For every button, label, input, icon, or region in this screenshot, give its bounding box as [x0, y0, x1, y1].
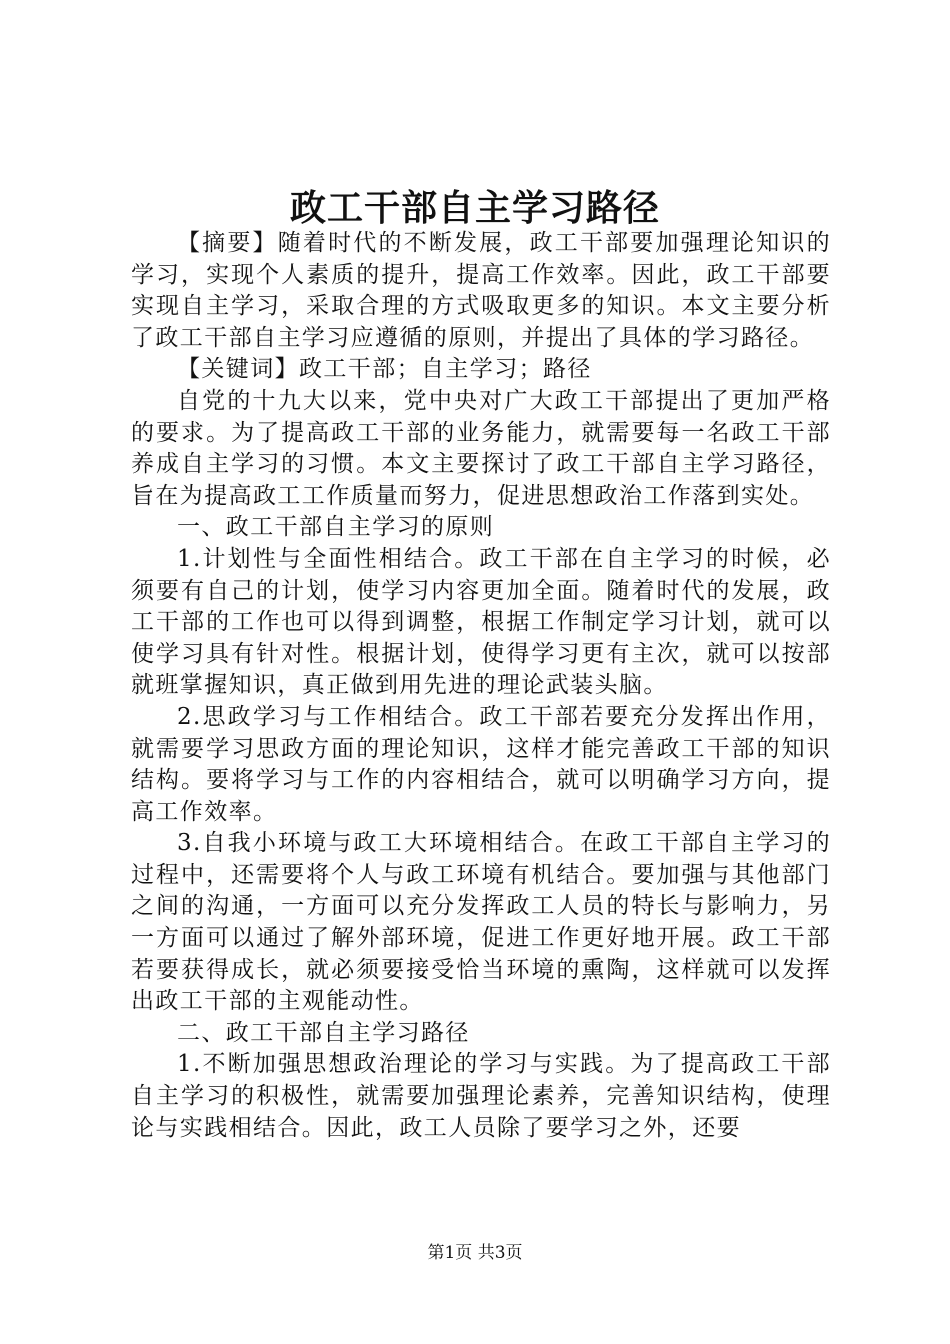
keywords-paragraph: 【关键词】政工干部；自主学习；路径	[177, 356, 592, 383]
section-heading-principles: 一、政工干部自主学习的原则	[177, 514, 495, 541]
principle-paragraph-1: 1.计划性与全面性相结合。政工干部在自主学习的时候，必须要有自己的计划，使学习内容更加全面。随着时代的发展，政工干部的工作也可以得到调整，根据工作制定学习计划，就可以使学习具有针对性。根据计划，使得学习更有主次，就可以按部就班掌握知识，真正做到用先进的理论武装头脑。	[131, 545, 831, 699]
document-body	[131, 228, 831, 1144]
principle-paragraph-2: 2.思政学习与工作相结合。政工干部若要充分发挥出作用，就需要学习思政方面的理论知识，这样才能完善政工干部的知识结构。要将学习与工作的内容相结合，就可以明确学习方向，提高工作效率。	[131, 703, 831, 825]
page-number-footer: 第1页 共3页	[427, 1243, 523, 1263]
abstract-paragraph: 【摘要】随着时代的不断发展，政工干部要加强理论知识的学习，实现个人素质的提升，提高工作效率。因此，政工干部要实现自主学习，采取合理的方式吸取更多的知识。本文主要分析了政工干部自主学习应遵循的原则，并提出了具体的学习路径。	[131, 230, 831, 351]
path-paragraph-1: 1.不断加强思想政治理论的学习与实践。为了提高政工干部自主学习的积极性，就需要加强理论素养，完善知识结构，使理论与实践相结合。因此，政工人员除了要学习之外，还要	[131, 1051, 831, 1141]
section-heading-paths: 二、政工干部自主学习路径	[177, 1019, 470, 1046]
principle-paragraph-3: 3.自我小环境与政工大环境相结合。在政工干部自主学习的过程中，还需要将个人与政工环境有机结合。要加强与其他部门之间的沟通，一方面可以充分发挥政工人员的特长与影响力，另一方面可以通过了解外部环境，促进工作更好地开展。政工干部若要获得成长，就必须要接受恰当环境的熏陶，这样就可以发挥出政工干部的主观能动性。	[131, 830, 831, 1015]
document-title: 政工干部自主学习路径	[289, 187, 660, 229]
intro-paragraph: 自党的十九大以来，党中央对广大政工干部提出了更加严格的要求。为了提高政工干部的业务能力，就需要每一名政工干部养成自主学习的习惯。本文主要探讨了政工干部自主学习路径，旨在为提高政工工作质量而努力，促进思想政治工作落到实处。	[131, 387, 831, 509]
